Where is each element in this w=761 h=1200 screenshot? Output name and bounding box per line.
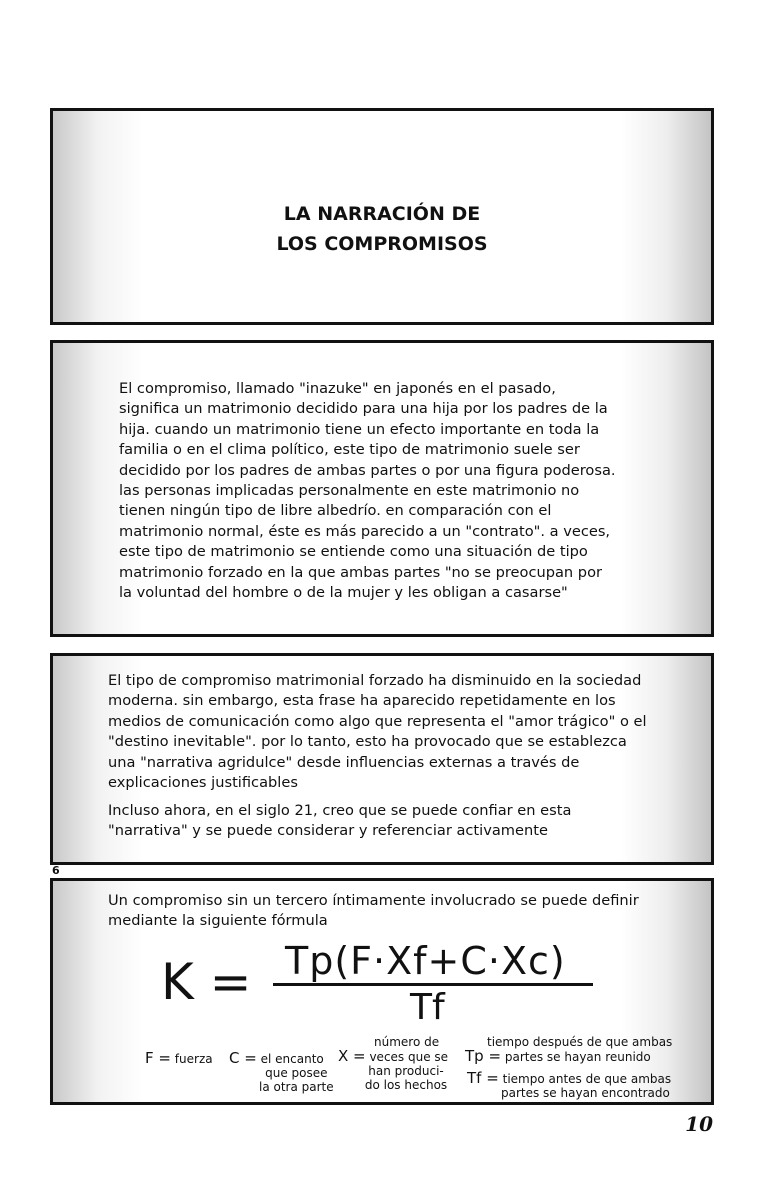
legend-c-def1: el encanto — [260, 1052, 324, 1066]
formula-intro: Un compromiso sin un tercero íntimamente involucrado se puede definir mediante la siguiente fórmula — [108, 892, 639, 930]
legend-x-symbol: X = — [338, 1047, 366, 1065]
panel-number: 6 — [52, 864, 60, 877]
definition-panel — [50, 340, 714, 637]
narrative-panel — [50, 653, 714, 865]
legend-tp-def0: tiempo después de que ambas — [487, 1035, 673, 1049]
legend-x-def1: veces que se — [369, 1050, 449, 1064]
legend-x-def0: número de — [374, 1035, 440, 1049]
formula-numerator: Tp(F·Xf+C·Xc) — [285, 939, 566, 983]
legend-c-def2: que posee — [265, 1066, 328, 1080]
page-number: 10 — [685, 1112, 713, 1136]
title-line-2: LOS COMPROMISOS — [276, 233, 488, 255]
legend-f-def: fuerza — [174, 1052, 213, 1066]
legend-c-symbol: C = — [229, 1049, 257, 1067]
legend-f — [145, 1051, 213, 1066]
narrative-text-2: Incluso ahora, en el siglo 21, creo que se puede confiar en esta "narrativa" y se puede considerar y referenciar activamente — [108, 802, 572, 840]
fraction-bar — [273, 983, 593, 986]
legend-c — [229, 1051, 334, 1094]
legend-tp-def1: partes se hayan reunido — [504, 1050, 651, 1064]
definition-text: El compromiso, llamado "inazuke" en japonés en el pasado, significa un matrimonio decidido para una hija por los padres de la hija. cuando un matrimonio tiene un efecto importante en toda la familia o en el clima político, este tipo de matrimonio suele ser decidido por los padres de ambas partes o por una figura poderosa. las personas implicadas personalmente en este matrimonio no tienen ningún tipo de libre albedrío. en comparación con el matrimonio normal, éste es más parecido a un "contrato". a veces, este tipo de matrimonio se entiende como una situación de tipo matrimonio forzado en la que ambas partes "no se preocupan por la voluntad del hombre o de la mujer y les obligan a casarse" — [119, 380, 616, 602]
legend-tf-def1: tiempo antes de que ambas — [502, 1072, 672, 1086]
legend-x-def2: han produci- — [368, 1064, 444, 1078]
legend-x — [338, 1035, 448, 1092]
title-panel — [50, 108, 714, 325]
legend-tp-symbol: Tp = — [465, 1047, 502, 1065]
formula-panel — [50, 878, 714, 1105]
legend-tf — [467, 1071, 671, 1100]
legend-tf-symbol: Tf = — [467, 1069, 499, 1087]
legend-tf-def2: partes se hayan encontrado — [501, 1086, 670, 1100]
narrative-text: El tipo de compromiso matrimonial forzado ha disminuido en la sociedad moderna. sin embargo, esta frase ha aparecido repetidamente en los medios de comunicación como algo que representa el "amor trágico" o el "destino inevitable". por lo tanto, esto ha provocado que se establezca una "narrativa agridulce" desde influencias externas a través de explicaciones justificables — [108, 672, 647, 792]
formula-lhs: K = — [161, 953, 252, 1011]
title-line-1: LA NARRACIÓN DE — [283, 203, 481, 225]
legend-tp — [465, 1035, 672, 1064]
formula-denominator: Tf — [410, 987, 445, 1028]
legend-f-symbol: F = — [145, 1049, 171, 1067]
legend-c-def3: la otra parte — [259, 1080, 334, 1094]
legend-x-def3: do los hechos — [364, 1078, 448, 1092]
page-title — [53, 199, 711, 259]
